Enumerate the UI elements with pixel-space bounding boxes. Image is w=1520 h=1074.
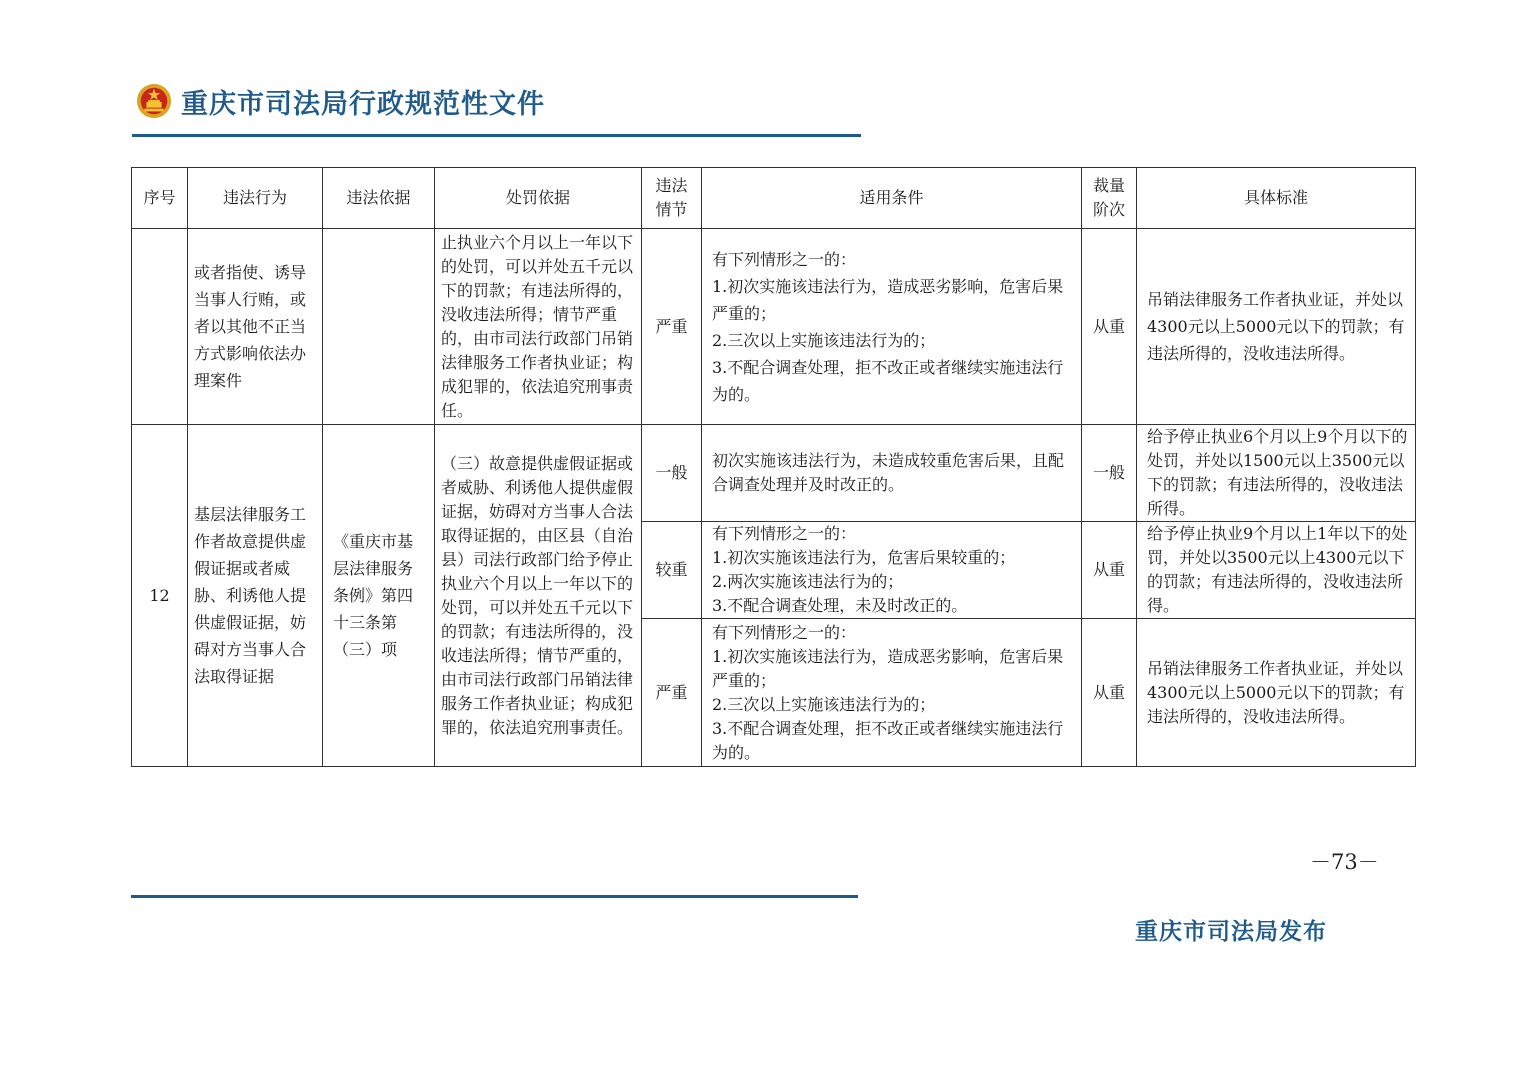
- standard-cell: 吊销法律服务工作者执业证，并处以4300元以上5000元以下的罚款；有违法所得的，没收违法所得。: [1137, 619, 1416, 767]
- standard-cell: 给予停止执业6个月以上9个月以下的处罚，并处以1500元以上3500元以下的罚款；有违法所得的，没收违法所得。: [1137, 425, 1416, 522]
- header-legal-basis: 违法依据: [323, 168, 435, 229]
- header-conditions: 适用条件: [702, 168, 1082, 229]
- header-discretion: 裁量阶次: [1082, 168, 1137, 229]
- discretion-cell: 从重: [1082, 229, 1137, 425]
- discretion-cell: 从重: [1082, 522, 1137, 619]
- discretion-cell: 一般: [1082, 425, 1137, 522]
- conditions-cell: 有下列情形之一的： 1.初次实施该违法行为，危害后果较重的； 2.两次实施该违法行为的； 3.不配合调查处理，未及时改正的。: [702, 522, 1082, 619]
- circumstance-cell: 一般: [642, 425, 702, 522]
- conditions-cell: 有下列情形之一的： 1.初次实施该违法行为，造成恶劣影响，危害后果严重的； 2.三次以上实施该违法行为的； 3.不配合调查处理，拒不改正或者继续实施违法行为的。: [702, 229, 1082, 425]
- violation-cell: 或者指使、诱导当事人行贿，或者以其他不正当方式影响依法办理案件: [188, 229, 323, 425]
- legal-basis-cell: [323, 229, 435, 425]
- penalty-basis-cell: （三）故意提供虚假证据或者威胁、利诱他人提供虚假证据，妨碍对方当事人合法取得证据的，由区县（自治县）司法行政部门给予停止执业六个月以上一年以下的处罚，可以并处五千元以下的罚款；有违法所得的，没收违法所得；情节严重的，由市司法行政部门吊销法律服务工作者执业证；构成犯罪的，依法追究刑事责任。: [435, 425, 642, 767]
- standard-cell: 给予停止执业9个月以上1年以下的处罚，并处以3500元以上4300元以下的罚款；有违法所得的，没收违法所得。: [1137, 522, 1416, 619]
- header-penalty-basis: 处罚依据: [435, 168, 642, 229]
- footer-divider: [131, 895, 858, 898]
- header-title: 重庆市司法局行政规范性文件: [181, 88, 545, 120]
- circumstance-cell: 严重: [642, 619, 702, 767]
- conditions-cell: 初次实施该违法行为，未造成较重危害后果，且配合调查处理并及时改正的。: [702, 425, 1082, 522]
- circumstance-cell: 严重: [642, 229, 702, 425]
- seq-cell: 12: [132, 425, 188, 767]
- table-header-row: [132, 168, 1416, 229]
- discretion-cell: 从重: [1082, 619, 1137, 767]
- header-divider: [132, 134, 861, 137]
- seq-cell: [132, 229, 188, 425]
- table-row: [132, 425, 1416, 522]
- publisher-label: 重庆市司法局发布: [1135, 919, 1327, 945]
- penalty-basis-cell: 止执业六个月以上一年以下的处罚，可以并处五千元以下的罚款；有违法所得的，没收违法所得；情节严重的，由市司法行政部门吊销法律服务工作者执业证；构成犯罪的，依法追究刑事责任。: [435, 229, 642, 425]
- legal-basis-cell: 《重庆市基层法律服务条例》第四十三条第（三）项: [323, 425, 435, 767]
- document-header: [135, 78, 545, 124]
- discretion-standard-table: [131, 167, 1416, 767]
- header-seq: 序号: [132, 168, 188, 229]
- header-standard: 具体标准: [1137, 168, 1416, 229]
- national-emblem-icon: [135, 82, 173, 120]
- standard-cell: 吊销法律服务工作者执业证，并处以4300元以上5000元以下的罚款；有违法所得的，没收违法所得。: [1137, 229, 1416, 425]
- violation-cell: 基层法律服务工作者故意提供虚假证据或者威胁、利诱他人提供虚假证据，妨碍对方当事人合法取得证据: [188, 425, 323, 767]
- page-number: －73－: [1310, 850, 1379, 874]
- header-violation: 违法行为: [188, 168, 323, 229]
- header-circumstance: 违法情节: [642, 168, 702, 229]
- table-row: [132, 229, 1416, 425]
- circumstance-cell: 较重: [642, 522, 702, 619]
- conditions-cell: 有下列情形之一的： 1.初次实施该违法行为，造成恶劣影响，危害后果严重的； 2.三次以上实施该违法行为的； 3.不配合调查处理，拒不改正或者继续实施违法行为的。: [702, 619, 1082, 767]
